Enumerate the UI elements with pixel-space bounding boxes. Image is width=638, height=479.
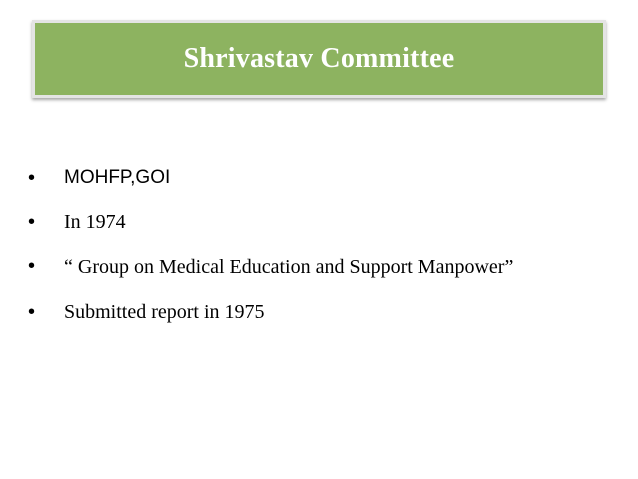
bullet-text-ministry: MOHFP,GOI [64, 167, 171, 188]
bullet-text-year: In 1974 [64, 211, 126, 233]
title-banner [32, 20, 606, 98]
bullet-item [28, 248, 600, 286]
bullet-marker: • [28, 167, 36, 189]
bullet-marker: • [28, 301, 36, 323]
bullet-marker: • [28, 255, 36, 277]
bullet-item [28, 294, 600, 330]
bullet-list [28, 160, 600, 338]
bullet-text-group: “ Group on Medical Education and Support Manpower” [64, 256, 514, 278]
bullet-item [28, 204, 600, 240]
slide-title: Shrivastav Committee [183, 43, 455, 74]
bullet-marker: • [28, 211, 36, 233]
bullet-text-report: Submitted report in 1975 [64, 301, 265, 323]
bullet-item [28, 160, 600, 196]
